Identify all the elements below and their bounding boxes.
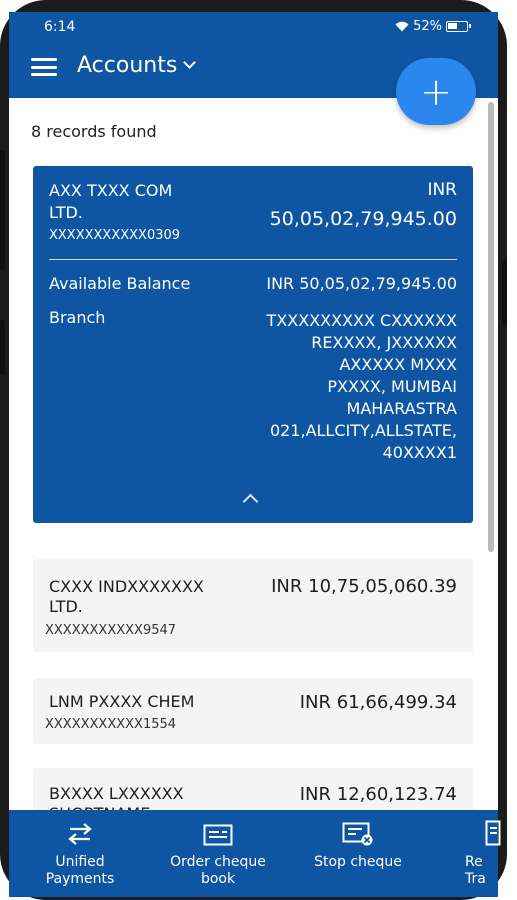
wifi-icon bbox=[395, 21, 409, 32]
account-card[interactable] bbox=[33, 559, 473, 652]
account-amount: 50,05,02,79,945.00 bbox=[269, 208, 457, 230]
battery-percent: 52% bbox=[413, 19, 442, 34]
account-name: BXXXX LXXXXXX bbox=[49, 784, 184, 803]
nav-stop-cheque[interactable] bbox=[303, 810, 413, 871]
add-button[interactable]: + bbox=[396, 58, 476, 125]
branch-label: Branch bbox=[49, 308, 106, 327]
page-title: Accounts bbox=[77, 53, 178, 78]
scrollbar-thumb[interactable] bbox=[488, 102, 494, 552]
screen bbox=[9, 12, 498, 897]
accounts-list[interactable] bbox=[9, 98, 498, 810]
accounts-dropdown[interactable] bbox=[77, 53, 194, 78]
battery-icon bbox=[446, 21, 468, 32]
records-count: 8 records found bbox=[31, 122, 157, 141]
scrollbar[interactable] bbox=[488, 98, 494, 554]
account-amount: INR 10,75,05,060.39 bbox=[271, 576, 457, 597]
account-name: CXXX INDXXXXXXX LTD. bbox=[49, 577, 204, 616]
account-card-expanded[interactable] bbox=[33, 166, 473, 523]
receipt-icon bbox=[485, 820, 501, 846]
bottom-nav bbox=[9, 810, 498, 897]
account-number: XXXXXXXXXXX9547 bbox=[45, 623, 177, 638]
divider bbox=[49, 259, 457, 260]
nav-order-cheque-book[interactable] bbox=[159, 810, 277, 888]
nav-label: Re Tra bbox=[465, 854, 486, 887]
cheque-book-icon bbox=[203, 824, 233, 846]
volume-button bbox=[0, 150, 5, 270]
chevron-up-icon[interactable] bbox=[243, 494, 259, 510]
chevron-down-icon bbox=[183, 56, 196, 69]
account-name: AXX TXXX COM LTD. bbox=[49, 181, 173, 222]
menu-icon[interactable] bbox=[31, 58, 57, 76]
branch-line: PXXXX, MUMBAI bbox=[327, 377, 457, 396]
side-button bbox=[0, 320, 5, 375]
account-amount: INR 61,66,499.34 bbox=[299, 692, 457, 713]
account-name: LNM PXXXX CHEM bbox=[49, 692, 195, 711]
stop-cheque-icon bbox=[342, 822, 374, 846]
account-currency: INR bbox=[427, 180, 457, 200]
branch-line: MAHARASTRA bbox=[346, 399, 457, 418]
available-balance-label: Available Balance bbox=[49, 274, 191, 293]
account-number: XXXXXXXXXXX1554 bbox=[45, 717, 177, 732]
status-right bbox=[395, 19, 468, 34]
account-number: XXXXXXXXXXX0309 bbox=[49, 228, 181, 243]
branch-line: REXXXX, JXXXXXX bbox=[311, 333, 457, 352]
nav-re-transactions[interactable] bbox=[457, 810, 517, 888]
branch-line: TXXXXXXXXX CXXXXXX bbox=[266, 311, 457, 330]
branch-address bbox=[237, 310, 457, 464]
nav-label: Stop cheque bbox=[314, 854, 402, 870]
transfer-arrows-icon bbox=[66, 822, 94, 846]
power-button bbox=[502, 260, 507, 325]
nav-label: Order cheque book bbox=[170, 854, 266, 887]
nav-unified-payments[interactable] bbox=[31, 810, 129, 888]
available-balance-value: INR 50,05,02,79,945.00 bbox=[266, 274, 457, 293]
account-amount: INR 12,60,123.74 bbox=[299, 784, 457, 805]
nav-label: Unified Payments bbox=[45, 854, 115, 887]
branch-line: 40XXXX1 bbox=[382, 443, 457, 462]
status-bar bbox=[9, 12, 498, 40]
status-time: 6:14 bbox=[44, 19, 76, 35]
branch-line: 021,ALLCITY,ALLSTATE, bbox=[269, 421, 457, 440]
account-card[interactable] bbox=[33, 678, 473, 744]
branch-line: AXXXXX MXXX bbox=[339, 355, 457, 374]
